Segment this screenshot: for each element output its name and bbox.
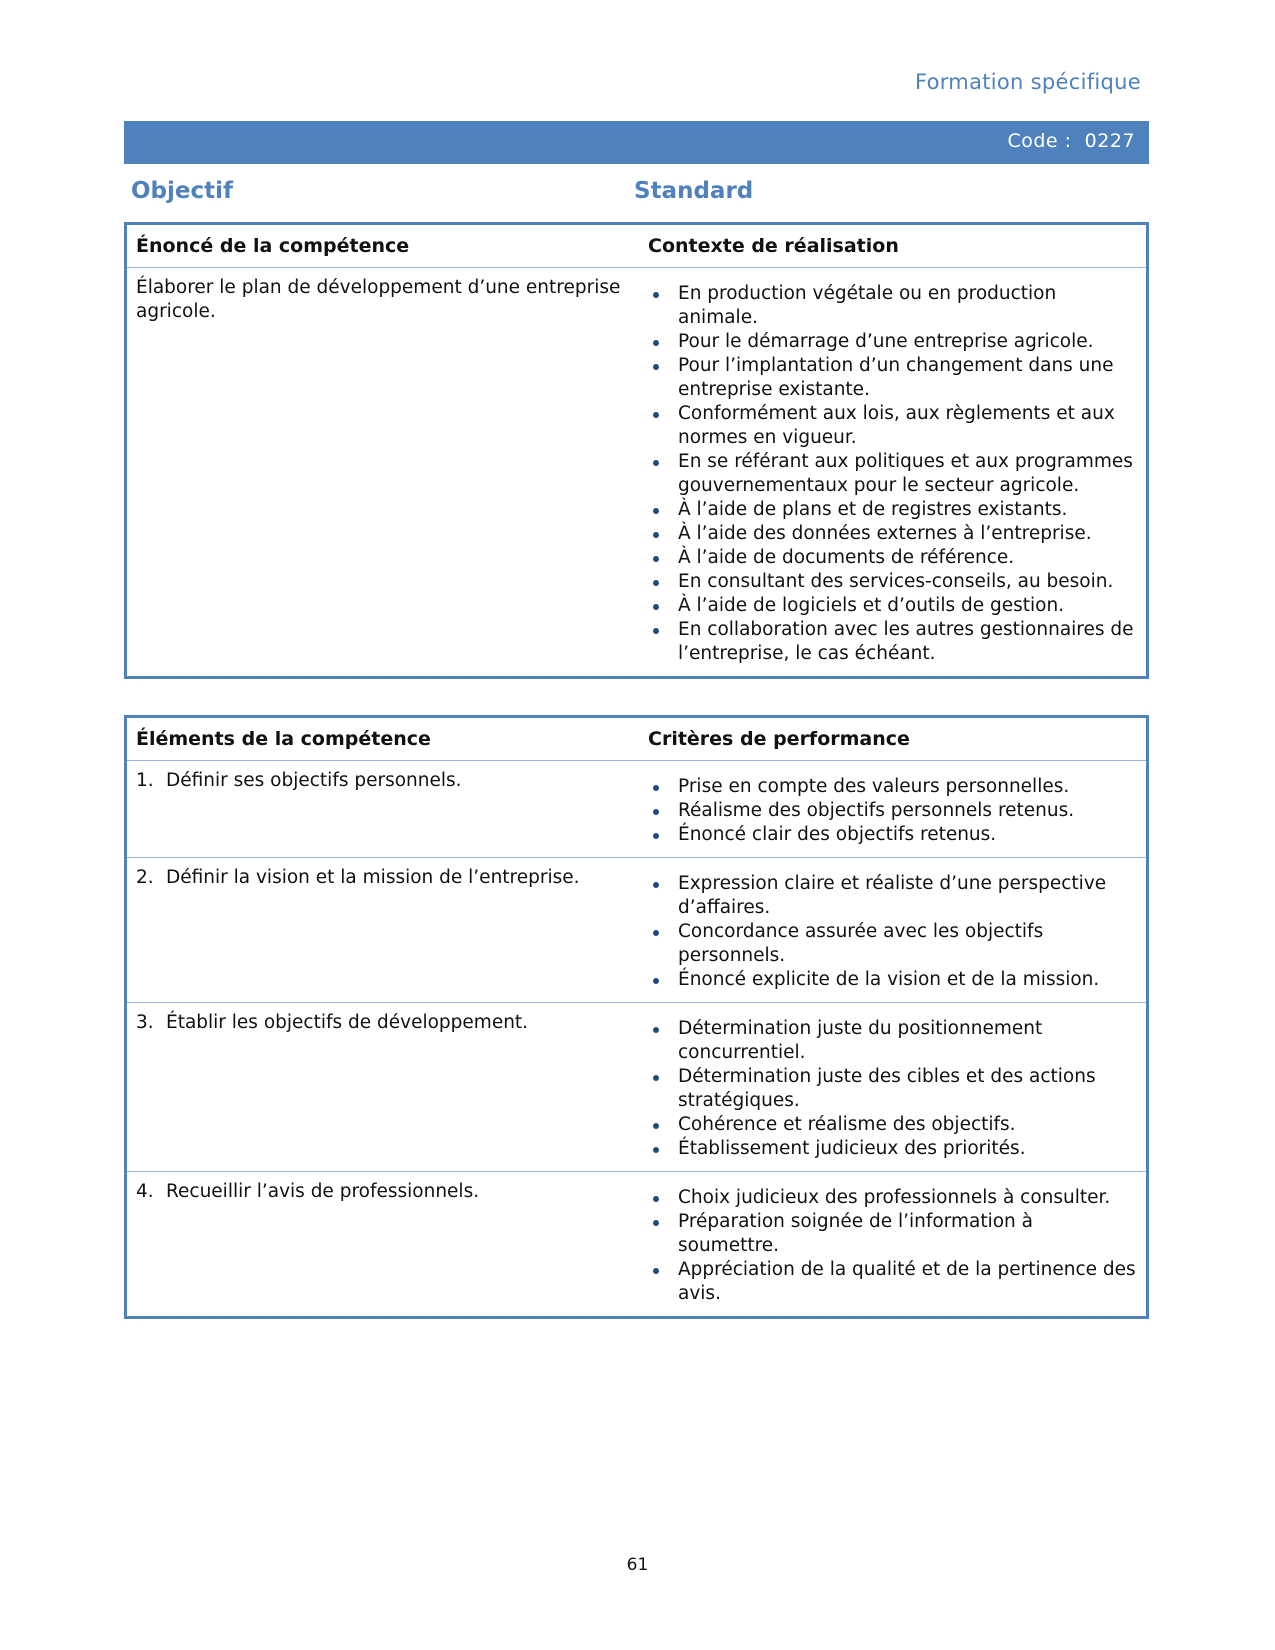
element-text: Définir ses objectifs personnels. [166, 770, 462, 791]
element-cell [126, 1003, 640, 1172]
element-number: 4. [136, 1181, 154, 1202]
context-item: À l’aide de logiciels et d’outils de gestion. [648, 594, 1138, 618]
context-item: En collaboration avec les autres gestionnaires de l’entreprise, le cas échéant. [648, 618, 1138, 666]
criteria-item: Prise en compte des valeurs personnelles. [648, 775, 1138, 799]
criteria-item: Choix judicieux des professionnels à consulter. [648, 1186, 1138, 1210]
criteria-item: Appréciation de la qualité et de la pertinence des avis. [648, 1258, 1138, 1306]
page-number: 61 [626, 1555, 649, 1575]
context-item: Pour l’implantation d’un changement dans une entreprise existante. [648, 354, 1138, 402]
table-row [126, 1003, 1148, 1172]
context-item: À l’aide des données externes à l’entreprise. [648, 522, 1138, 546]
element-text: Établir les objectifs de développement. [166, 1012, 529, 1033]
criteria-cell [639, 1172, 1148, 1318]
element-cell [126, 761, 640, 858]
criteria-item: Énoncé explicite de la vision et de la mission. [648, 968, 1138, 992]
table-row [126, 858, 1148, 1003]
criteria-cell [639, 858, 1148, 1003]
criteria-item: Détermination juste des cibles et des actions stratégiques. [648, 1065, 1138, 1113]
header-enonce: Énoncé de la compétence [136, 235, 410, 257]
criteria-cell [639, 1003, 1148, 1172]
element-number: 2. [136, 867, 154, 888]
criteria-item: Réalisme des objectifs personnels retenus. [648, 799, 1138, 823]
criteria-item: Détermination juste du positionnement concurrentiel. [648, 1017, 1138, 1065]
element-cell [126, 858, 640, 1003]
context-item: Pour le démarrage d’une entreprise agricole. [648, 330, 1138, 354]
context-list [648, 282, 1138, 666]
criteria-item: Établissement judicieux des priorités. [648, 1137, 1138, 1161]
element-number: 3. [136, 1012, 154, 1033]
standard-heading: Standard [634, 178, 754, 204]
context-item: À l’aide de plans et de registres existants. [648, 498, 1138, 522]
criteria-item: Concordance assurée avec les objectifs personnels. [648, 920, 1138, 968]
competence-table [124, 222, 1149, 679]
competence-statement: Élaborer le plan de développement d’une entreprise agricole. [126, 268, 640, 678]
criteria-item: Énoncé clair des objectifs retenus. [648, 823, 1138, 847]
context-item: À l’aide de documents de référence. [648, 546, 1138, 570]
element-cell [126, 1172, 640, 1318]
criteria-item: Expression claire et réaliste d’une perspective d’affaires. [648, 872, 1138, 920]
code-value: 0227 [1084, 130, 1135, 152]
element-number: 1. [136, 770, 154, 791]
objectif-heading: Objectif [131, 178, 234, 204]
context-item: En production végétale ou en production animale. [648, 282, 1138, 330]
criteria-cell [639, 761, 1148, 858]
criteria-item: Cohérence et réalisme des objectifs. [648, 1113, 1138, 1137]
code-band [124, 121, 1149, 164]
table-row [126, 761, 1148, 858]
element-text: Définir la vision et la mission de l’entreprise. [166, 867, 580, 888]
context-item: Conformément aux lois, aux règlements et aux normes en vigueur. [648, 402, 1138, 450]
criteria-item: Préparation soignée de l’information à soumettre. [648, 1210, 1138, 1258]
elements-table [124, 715, 1149, 1319]
table-row [126, 1172, 1148, 1318]
code-label: Code : [1007, 130, 1072, 152]
header-criteres: Critères de performance [648, 728, 910, 750]
header-elements: Éléments de la compétence [136, 728, 431, 750]
context-item: En consultant des services-conseils, au besoin. [648, 570, 1138, 594]
section-title: Formation spécifique [914, 70, 1141, 94]
element-text: Recueillir l’avis de professionnels. [166, 1181, 480, 1202]
header-contexte: Contexte de réalisation [648, 235, 899, 257]
context-item: En se référant aux politiques et aux programmes gouvernementaux pour le secteur agricole. [648, 450, 1138, 498]
